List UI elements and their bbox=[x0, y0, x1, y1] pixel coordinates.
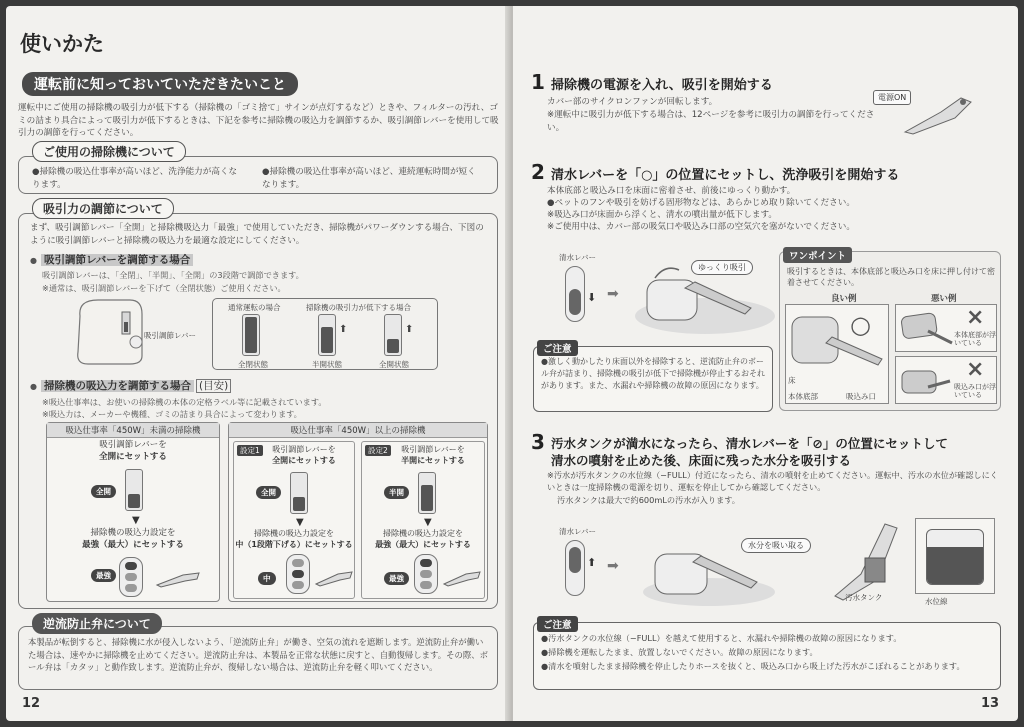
good-example-illustration bbox=[786, 307, 888, 377]
power-text-2: ※吸込力は、メーカーや機種、ゴミの詰まり具合によって変わります。 bbox=[42, 409, 302, 419]
bad-example-panel-2 bbox=[895, 356, 997, 404]
step2-line2: ●ペットのフンや吸引を妨げる固形物などは、あらかじめ取り除いてください。 bbox=[547, 198, 855, 208]
section-heading-vacuum: ご使用の掃除機について bbox=[32, 141, 186, 162]
lever-text-2: ※通常は、吸引調節レバーを下げて（全閉状態）ご使用ください。 bbox=[42, 283, 286, 293]
bad-example-1-illustration bbox=[898, 309, 954, 349]
step3-caution-tag: ご注意 bbox=[537, 616, 578, 632]
normal-op-label: 通常運転の場合 bbox=[228, 303, 281, 312]
lever-open-icon bbox=[290, 472, 308, 514]
slow-suction-bubble: ゆっくり吸引 bbox=[691, 260, 753, 275]
arrow-right-icon: ➡ bbox=[607, 558, 619, 574]
ng-mark-icon: × bbox=[966, 305, 985, 330]
step2-line4: ※ご使用中は、カバー部の吸気口や吸込み口部の空気穴を塞がないでください。 bbox=[547, 222, 855, 232]
section-heading-suction: 吸引力の調節について bbox=[32, 198, 174, 219]
bad1-label: 本体底部が浮いている bbox=[954, 331, 996, 347]
panel1-line2: 全開にセットする bbox=[99, 452, 167, 462]
water-level-panel bbox=[915, 518, 995, 594]
lever-open-icon bbox=[125, 469, 143, 511]
bottom-label: 本体底部 bbox=[788, 392, 818, 401]
panel-over-450w-head: 吸込仕事率「450W」以上の掃除機 bbox=[229, 423, 487, 438]
panel1-line3: 掃除機の吸込力設定を bbox=[90, 528, 176, 538]
nozzle-icon bbox=[442, 566, 482, 588]
setting2-panel bbox=[361, 441, 485, 599]
vacuum-info-col1: ●掃除機の吸込仕事率が高いほど、洗浄能力が高くなります。 bbox=[32, 167, 238, 190]
arrow-down-icon: ⬇ bbox=[587, 291, 597, 304]
valve-text: 本製品が転倒すると、掃除機に水が侵入しないよう、「逆流防止弁」が働き、空気の流れを遮断します。逆流防止弁が働いた場合は、速やかに掃除機を止めてください。逆流防止弁は、本製品を正常な状態に戻すと、自動復帰します。その際、ボール弁は「カタッ」と動作致します。逆流防止弁が、復帰しない場合は、逆流防止弁を軽く叩いてください。 bbox=[28, 637, 488, 672]
state-half: 半開状態 bbox=[312, 360, 342, 369]
mode-badge: 最強 bbox=[384, 572, 409, 585]
power-control-icon bbox=[286, 554, 310, 594]
sub-heading-power: ● 掃除機の吸込力を調節する場合 (目安) bbox=[30, 378, 231, 393]
step1-text2: ※運転中に吸引力が低下する場合は、12ページを参考に吸引力の調節を行ってください。 bbox=[547, 110, 875, 133]
section-heading-valve: 逆流防止弁について bbox=[32, 613, 162, 634]
page-title: 使いかた bbox=[20, 32, 104, 56]
panel-under-450w bbox=[46, 422, 220, 602]
clean-lever-icon bbox=[565, 266, 585, 322]
step2-title: 清水レバーを「○」の位置にセットし、洗浄吸引を開始する bbox=[551, 168, 900, 183]
handle-power-icon bbox=[901, 92, 981, 136]
power-on-badge: 電源ON bbox=[873, 90, 911, 105]
floor-label: 床 bbox=[788, 376, 796, 385]
arrow-up-icon: ⬆ bbox=[339, 324, 348, 335]
state-badge: 全開 bbox=[256, 486, 281, 499]
step3-caution-line2: ●掃除機を運転したまま、放置しないでください。故障の原因になります。 bbox=[541, 647, 818, 657]
power-control-icon bbox=[119, 557, 143, 597]
s2-line3: 掃除機の吸込力設定を bbox=[383, 529, 463, 538]
ng-mark-icon: × bbox=[966, 357, 985, 382]
power-text-1: ※吸込仕事率は、お使いの掃除機の本体の定格ラベル等に記載されています。 bbox=[42, 397, 327, 407]
step1-text1: カバー部のサイクロンファンが回転します。 bbox=[547, 97, 718, 107]
s2-line1: 吸引調節レバーを bbox=[401, 445, 465, 454]
good-example-label: 良い例 bbox=[831, 294, 857, 304]
step2-number: 2 bbox=[531, 160, 545, 184]
lever-closed-icon bbox=[242, 314, 260, 356]
panel1-line4: 最強（最大）にセットする bbox=[82, 540, 184, 550]
ok-mark-icon: ○ bbox=[850, 311, 871, 339]
clean-lever-stop-icon bbox=[565, 540, 585, 596]
setting1-panel bbox=[233, 441, 355, 599]
arrow-down-icon: ▼ bbox=[132, 515, 140, 526]
bad-example-2-illustration bbox=[898, 361, 954, 401]
suction-intro: まず、吸引調節レバー「全開」と掃除機吸込力「最強」で使用していただき、掃除機がパワーダウンする場合、下図のように吸引調節レバーと掃除機の吸込力を最適な設定にしてください。 bbox=[30, 223, 484, 246]
sub-heading-lever: ● 吸引調節レバーを調節する場合 bbox=[30, 252, 193, 267]
lever-text-1: 吸引調節レバーは、「全閉」、「半開」、「全開」の3段階で調節できます。 bbox=[42, 270, 304, 280]
arrow-up-icon: ⬆ bbox=[587, 556, 597, 569]
step3-text2: 汚水タンクは最大で約600mLの汚水が入ります。 bbox=[557, 495, 740, 505]
s2-line4: 最強（最大）にセットする bbox=[375, 540, 471, 549]
state-badge: 半開 bbox=[384, 486, 409, 499]
bad-example-label: 悪い例 bbox=[931, 294, 957, 304]
mode-badge: 最強 bbox=[91, 569, 116, 582]
lever-half-icon bbox=[418, 472, 436, 514]
nozzle-icon bbox=[314, 566, 354, 588]
tank-illustration bbox=[831, 514, 911, 604]
section-text-before-use: 運転中にご使用の掃除機の吸引力が低下する（掃除機の「ゴミ捨て」サインが点灯するなど）ときや、フィルターの汚れ、ゴミの詰まり具合によって吸引力が低下するときは、下記を参考に掃除機の吸込力を調節するか、吸引調節レバーを使用して吸引力の調節を行ってください。 bbox=[18, 103, 499, 138]
lowered-suction-label: 掃除機の吸引力が低下する場合 bbox=[306, 303, 411, 312]
bad2-label: 吸込み口が浮いている bbox=[954, 383, 996, 399]
power-control-icon bbox=[414, 554, 438, 594]
arrow-down-icon: ▼ bbox=[296, 517, 304, 528]
mode-badge: 中 bbox=[258, 572, 276, 585]
inlet-label: 吸込み口 bbox=[846, 392, 876, 401]
good-example-panel bbox=[785, 304, 889, 404]
arrow-right-icon: ➡ bbox=[607, 286, 619, 302]
absorb-water-bubble: 水分を吸い取る bbox=[741, 538, 811, 553]
s1-line1: 吸引調節レバーを bbox=[272, 445, 336, 454]
clean-lever-label: 清水レバー bbox=[559, 253, 596, 262]
nozzle-icon bbox=[153, 567, 203, 589]
vacuum-body-illustration bbox=[70, 296, 150, 368]
step2-line3: ※吸込み口が床面から浮くと、清水の噴出量が低下します。 bbox=[547, 210, 777, 220]
step1-number: 1 bbox=[531, 70, 545, 94]
bad-example-panel-1 bbox=[895, 304, 997, 352]
one-point-text: 吸引するときは、本体底部と吸込み口を床に押し付けて密着させてください。 bbox=[787, 267, 995, 287]
lever-open-icon bbox=[384, 314, 402, 356]
s1-line2: 全開にセットする bbox=[272, 456, 336, 465]
vacuum-info-col2: ●掃除機の吸込仕事率が高いほど、連続運転時間が短くなります。 bbox=[262, 167, 476, 190]
s1-line3: 掃除機の吸込力設定を bbox=[254, 529, 334, 538]
step2-line1: 本体底部と吸込み口を床面に密着させ、前後にゆっくり動かす。 bbox=[547, 186, 796, 196]
panel-over-450w bbox=[228, 422, 488, 602]
step3-caution-line3: ●清水を噴射したまま掃除機を停止したりホースを抜くと、吸込み口から吸上げた汚水がこぼれることがあります。 bbox=[541, 661, 965, 671]
section-heading-before-use: 運転前に知っておいていただきたいこと bbox=[22, 72, 298, 96]
page-left bbox=[6, 6, 511, 721]
setting1-tag: 設定1 bbox=[237, 445, 263, 456]
water-level-label: 水位線 bbox=[925, 597, 948, 606]
panel-under-450w-head: 吸込仕事率「450W」未満の掃除機 bbox=[47, 423, 219, 438]
state-open: 全開状態 bbox=[379, 360, 409, 369]
page-number-right: 13 bbox=[981, 696, 1000, 711]
step2-caution-tag: ご注意 bbox=[537, 340, 578, 356]
s2-line2: 半開にセットする bbox=[401, 456, 465, 465]
state-closed: 全閉状態 bbox=[238, 360, 268, 369]
tank-label: 汚水タンク bbox=[845, 593, 883, 602]
step1-title: 掃除機の電源を入れ、吸引を開始する bbox=[551, 78, 773, 93]
one-point-tag: ワンポイント bbox=[783, 247, 852, 263]
panel1-line1: 吸引調節レバーを bbox=[99, 440, 167, 450]
step3-title-line2: 清水の噴射を止めた後、床面に残った水分を吸引する bbox=[551, 453, 852, 468]
clean-lever-label-2: 清水レバー bbox=[559, 527, 596, 536]
page-number-left: 12 bbox=[22, 696, 41, 711]
arrow-down-icon: ▼ bbox=[424, 517, 432, 528]
lever-half-icon bbox=[318, 314, 336, 356]
page-right bbox=[513, 6, 1018, 721]
arrow-up-icon: ⬆ bbox=[405, 324, 414, 335]
step3-caution-line1: ●汚水タンクの水位線（−FULL）を越えて使用すると、水漏れや掃除機の故障の原因になります。 bbox=[541, 633, 902, 643]
step3-text1: ※汚水が汚水タンクの水位線（−FULL）付近になったら、清水の噴射を止めてください。運転中、汚水の水位が確認しにくいときは一度掃除機の電源を切り、運転を停止してから確認してください。 bbox=[547, 470, 998, 492]
setting2-tag: 設定2 bbox=[365, 445, 391, 456]
lever-callout-label: 吸引調節レバー bbox=[144, 331, 196, 340]
state-badge: 全開 bbox=[91, 485, 116, 498]
step3-number: 3 bbox=[531, 430, 545, 454]
s1-line4: 中（1段階下げる）にセットする bbox=[235, 540, 353, 549]
step3-title-line1: 汚水タンクが満水になったら、清水レバーを「⊘」の位置にセットして bbox=[551, 436, 948, 451]
step2-caution-text: ●激しく動かしたり床面以外を掃除すると、逆流防止弁のボール弁が詰まり、掃除機の吸引が低下で掃除機が停止するおそれがあります。また、水漏れや掃除機の故障の原因になります。 bbox=[541, 357, 765, 390]
